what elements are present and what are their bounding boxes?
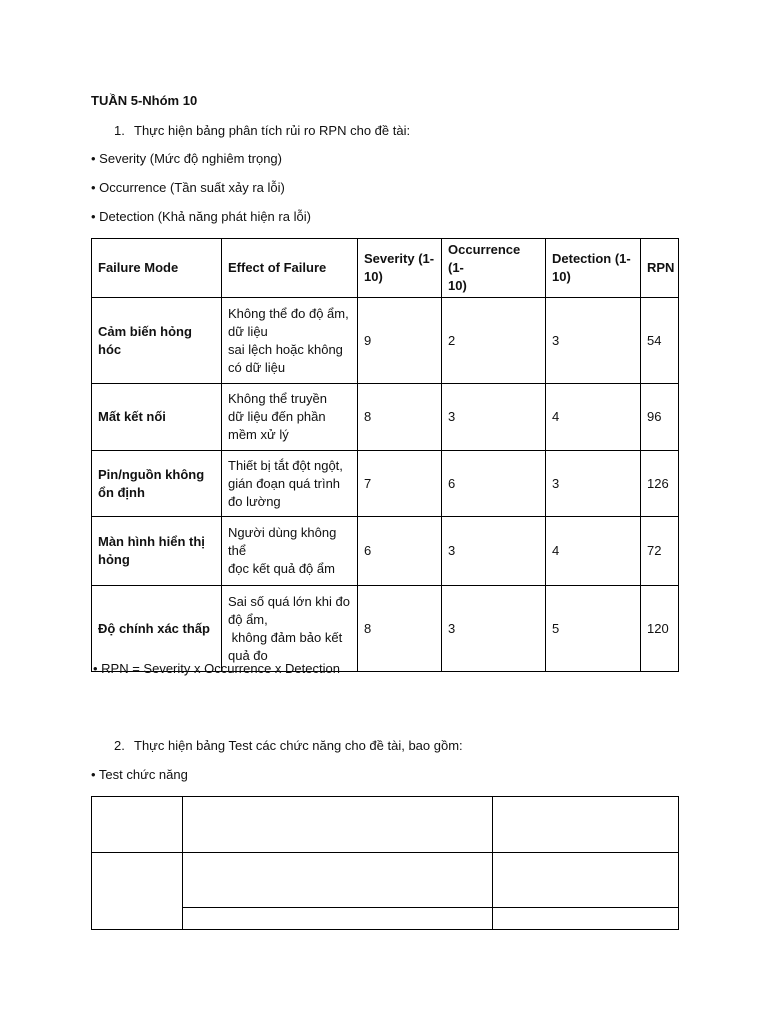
occurrence-cell: 6: [442, 451, 546, 517]
table-cell: [183, 908, 493, 930]
occurrence-cell: 3: [442, 384, 546, 451]
table-row: [92, 384, 679, 451]
section-1-text: Thực hiện bảng phân tích rủi ro RPN cho đề tài:: [134, 123, 411, 138]
table-cell: [183, 853, 493, 908]
severity-cell: 9: [358, 298, 442, 384]
table-cell: [493, 908, 679, 930]
effect-cell: Sai số quá lớn khi đo độ ẩm, không đảm bảo kết quả đo: [222, 586, 358, 672]
bullet-test-function: • Test chức năng: [91, 767, 188, 782]
table-row: [92, 517, 679, 586]
effect-cell: Không thể đo độ ẩm, dữ liệu sai lệch hoặc không có dữ liệu: [222, 298, 358, 384]
bullet-severity: • Severity (Mức độ nghiêm trọng): [91, 151, 282, 166]
severity-cell: 6: [358, 517, 442, 586]
occurrence-cell: 3: [442, 586, 546, 672]
header-rpn: RPN: [641, 239, 679, 298]
rpn-cell: 54: [641, 298, 679, 384]
table-row: [92, 298, 679, 384]
rpn-cell: 120: [641, 586, 679, 672]
table-cell: [493, 797, 679, 853]
detection-cell: 3: [546, 451, 641, 517]
detection-cell: 4: [546, 384, 641, 451]
rpn-cell: 96: [641, 384, 679, 451]
header-occurrence: Occurrence (1- 10): [442, 239, 546, 298]
detection-cell: 4: [546, 517, 641, 586]
effect-cell: Không thể truyền dữ liệu đến phần mềm xử lý: [222, 384, 358, 451]
header-detection: Detection (1- 10): [546, 239, 641, 298]
section-2-text: Thực hiện bảng Test các chức năng cho đề tài, bao gồm:: [134, 738, 463, 753]
table-cell: [92, 853, 183, 930]
severity-cell: 8: [358, 586, 442, 672]
rpn-table-header-row: [92, 239, 679, 298]
table-cell: [92, 797, 183, 853]
failure-mode-cell: Mất kết nối: [92, 384, 222, 451]
table-row: [92, 451, 679, 517]
bullet-occurrence: • Occurrence (Tần suất xảy ra lỗi): [91, 180, 285, 195]
severity-cell: 8: [358, 384, 442, 451]
occurrence-cell: 2: [442, 298, 546, 384]
rpn-table: [91, 238, 679, 672]
effect-cell: Người dùng không thể đọc kết quả độ ẩm: [222, 517, 358, 586]
table-row: [92, 586, 679, 672]
failure-mode-cell: Pin/nguồn không ổn định: [92, 451, 222, 517]
section-2-number: 2.: [114, 738, 125, 753]
detection-cell: 3: [546, 298, 641, 384]
detection-cell: 5: [546, 586, 641, 672]
effect-cell: Thiết bị tắt đột ngột, gián đoạn quá trình đo lường: [222, 451, 358, 517]
test-table: [91, 796, 679, 930]
header-effect: Effect of Failure: [222, 239, 358, 298]
section-2-heading: [114, 737, 463, 755]
table-row: [92, 797, 679, 853]
rpn-formula-note: • RPN = Severity x Occurrence x Detection: [93, 661, 340, 676]
section-1-heading: [114, 122, 410, 140]
failure-mode-cell: Cảm biến hỏng hóc: [92, 298, 222, 384]
table-cell: [183, 797, 493, 853]
failure-mode-cell: Màn hình hiển thị hỏng: [92, 517, 222, 586]
section-1-number: 1.: [114, 123, 125, 138]
document-title: TUẦN 5-Nhóm 10: [91, 93, 198, 108]
occurrence-cell: 3: [442, 517, 546, 586]
severity-cell: 7: [358, 451, 442, 517]
rpn-cell: 72: [641, 517, 679, 586]
header-severity: Severity (1- 10): [358, 239, 442, 298]
header-failure-mode: Failure Mode: [92, 239, 222, 298]
table-cell: [493, 853, 679, 908]
failure-mode-cell: Độ chính xác thấp: [92, 586, 222, 672]
bullet-detection: • Detection (Khả năng phát hiện ra lỗi): [91, 209, 311, 224]
rpn-cell: 126: [641, 451, 679, 517]
table-row: [92, 853, 679, 908]
